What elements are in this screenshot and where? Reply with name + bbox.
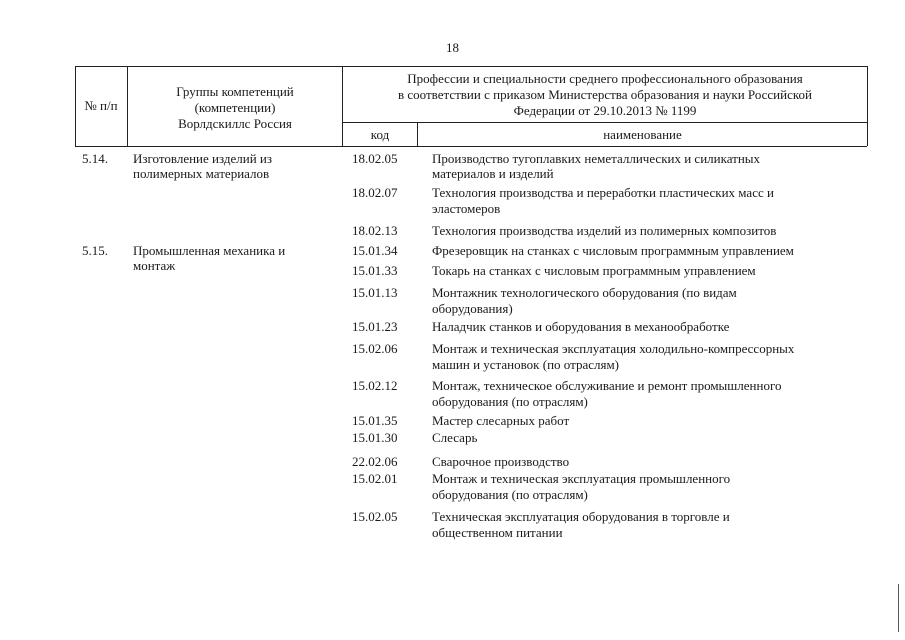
row-code: 15.01.33 xyxy=(352,263,398,278)
row-code: 18.02.13 xyxy=(352,223,398,238)
row-number: 5.14. xyxy=(82,151,108,166)
row-name-line1: Производство тугоплавких неметаллических и силикатных xyxy=(432,151,761,166)
row-number: 5.15. xyxy=(82,243,108,258)
row-name-line1: Монтаж, техническое обслуживание и ремонт промышленного xyxy=(432,378,782,393)
row-name-line2: материалов и изделий xyxy=(432,166,554,181)
row-name-line1: Наладчик станков и оборудования в механообработке xyxy=(432,319,730,334)
row-code: 15.02.05 xyxy=(352,509,398,524)
row-name-line1: Мастер слесарных работ xyxy=(432,413,570,428)
row-group-line2: полимерных материалов xyxy=(133,166,270,181)
row-name-line1: Монтажник технологического оборудования (по видам xyxy=(432,285,737,300)
row-name-line2: эластомеров xyxy=(432,201,501,216)
row-name-line2: машин и установок (по отраслям) xyxy=(432,357,620,372)
header-col-group-line1: Группы компетенций xyxy=(176,84,294,99)
row-group-line1: Изготовление изделий из xyxy=(133,151,273,166)
header-top-rule xyxy=(75,66,867,67)
row-name-line1: Слесарь xyxy=(432,430,478,445)
row-code: 15.01.35 xyxy=(352,413,398,428)
row-code: 15.01.30 xyxy=(352,430,398,445)
row-code: 18.02.05 xyxy=(352,151,398,166)
row-code: 15.02.01 xyxy=(352,471,398,486)
header-col-prof-line3: Федерации от 29.10.2013 № 1199 xyxy=(513,103,697,118)
row-code: 15.01.34 xyxy=(352,243,398,258)
row-name-line2: оборудования) xyxy=(432,301,513,316)
row-name-line1: Монтаж и техническая эксплуатация холодильно-компрессорных xyxy=(432,341,795,356)
row-code: 18.02.07 xyxy=(352,185,398,200)
header-mid-rule xyxy=(342,122,867,123)
row-name-line1: Технология производства изделий из полимерных композитов xyxy=(432,223,777,238)
row-name-line1: Токарь на станках с числовым программным управлением xyxy=(432,263,756,278)
row-group-line2: монтаж xyxy=(133,258,176,273)
header-col-group-line3: Ворлдскиллс Россия xyxy=(178,116,292,131)
row-name-line1: Технология производства и переработки пластических масс и xyxy=(432,185,774,200)
row-name-line2: оборудования (по отраслям) xyxy=(432,487,588,502)
row-name-line2: оборудования (по отраслям) xyxy=(432,394,588,409)
header-col-code: код xyxy=(370,127,390,142)
header-col-group-line2: (компетенции) xyxy=(194,100,276,115)
header-col-prof-line1: Профессии и специальности среднего профессионального образования xyxy=(407,71,803,86)
row-code: 15.01.13 xyxy=(352,285,398,300)
row-name-line1: Техническая эксплуатация оборудования в торговле и xyxy=(432,509,730,524)
header-bottom-rule xyxy=(75,146,867,147)
row-code: 15.02.06 xyxy=(352,341,398,356)
header-right-border xyxy=(867,66,868,146)
header-col-prof-line2: в соответствии с приказом Министерства образования и науки Российской xyxy=(398,87,812,102)
scan-edge-mark xyxy=(898,584,899,632)
row-name-line2: общественном питании xyxy=(432,525,563,540)
row-name-line1: Фрезеровщик на станках с числовым программным управлением xyxy=(432,243,794,258)
row-name-line1: Монтаж и техническая эксплуатация промышленного xyxy=(432,471,731,486)
row-group-line1: Промышленная механика и xyxy=(133,243,286,258)
row-code: 15.01.23 xyxy=(352,319,398,334)
header-col-number: № п/п xyxy=(84,98,118,113)
page-number: 18 xyxy=(446,40,459,55)
row-name-line1: Сварочное производство xyxy=(432,454,570,469)
row-code: 15.02.12 xyxy=(352,378,398,393)
header-col-name: наименование xyxy=(603,127,682,142)
row-code: 22.02.06 xyxy=(352,454,398,469)
